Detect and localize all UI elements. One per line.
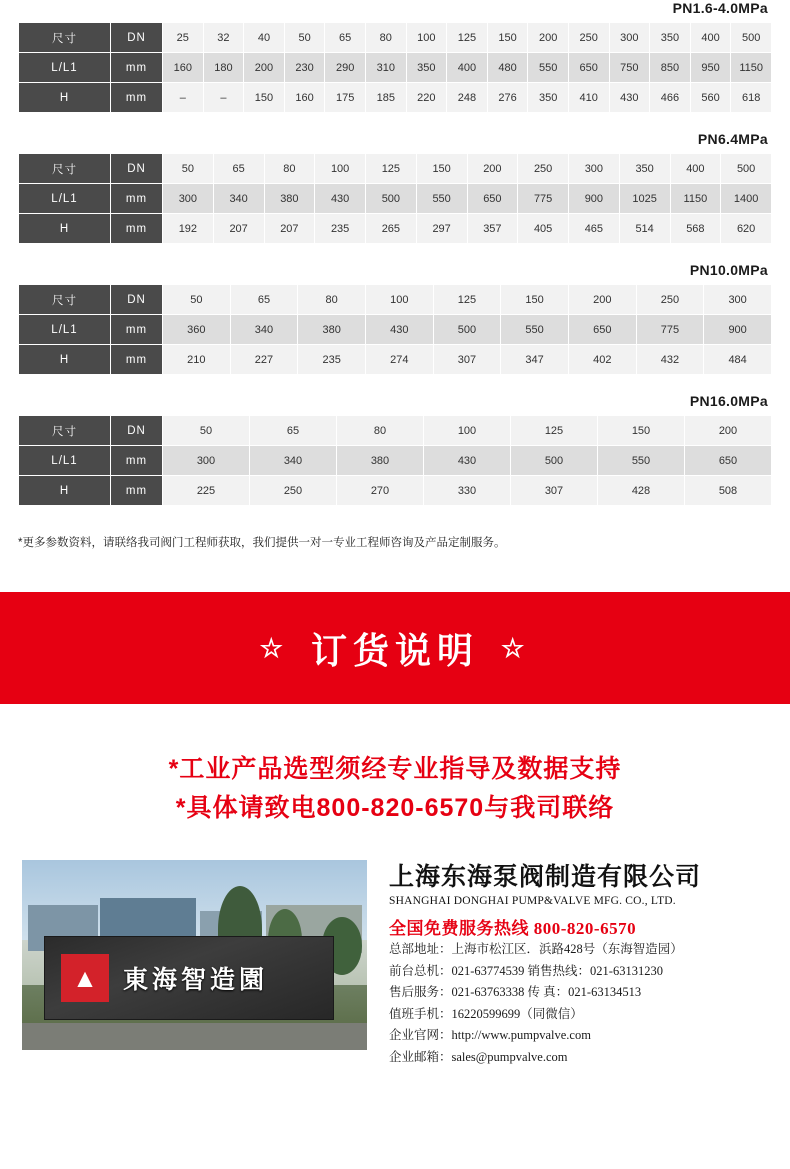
table-cell: 235 (315, 214, 366, 244)
table-cell: 225 (163, 476, 250, 506)
table-cell: 300 (609, 23, 650, 53)
factory-photo (22, 860, 367, 1050)
contact-line-email: 企业邮箱：sales@pumpvalve.com (389, 1049, 568, 1064)
table-cell: 400 (670, 154, 721, 184)
table-cell: 32 (203, 23, 244, 53)
notice-line-1: *工业产品选型须经专业指导及数据支持 (168, 755, 622, 784)
table-cell: 430 (424, 446, 511, 476)
table-cell: 125 (366, 154, 417, 184)
table-cell: 330 (424, 476, 511, 506)
row-label: H (19, 476, 111, 506)
table-cell: 400 (690, 23, 731, 53)
table-cell: 290 (325, 53, 366, 83)
table-cell: 180 (203, 53, 244, 83)
row-unit: mm (111, 446, 163, 476)
table-cell: 65 (230, 285, 298, 315)
table-cell: 357 (467, 214, 518, 244)
company-name-cn: 上海东海泵阀制造有限公司 (389, 863, 702, 891)
table-cell: 650 (685, 446, 772, 476)
table-cell: 185 (365, 83, 406, 113)
table-cell: 500 (721, 154, 772, 184)
table-cell: 210 (163, 345, 231, 375)
table-cell: 410 (568, 83, 609, 113)
table-cell: 248 (447, 83, 488, 113)
table-cell: 160 (163, 53, 204, 83)
contact-line-website: 企业官网：http://www.pumpvalve.com (389, 1028, 591, 1043)
table-cell: 100 (365, 285, 433, 315)
row-label: 尺寸 (19, 23, 111, 53)
table-cell: 150 (416, 154, 467, 184)
table-cell: 340 (213, 184, 264, 214)
table-cell: 508 (685, 476, 772, 506)
table-cell: 430 (365, 315, 433, 345)
table-cell: 300 (704, 285, 772, 315)
spec-block (0, 131, 790, 244)
entrance-sign-text: 東海智造園 (123, 965, 269, 994)
spec-note: *更多参数资料，请联络我司阀门工程师获取，我们提供一对一专业工程师咨询及产品定制服务。 (18, 537, 506, 549)
star-right-icon: ☆ (501, 632, 531, 663)
row-unit: DN (111, 154, 163, 184)
table-cell: 850 (650, 53, 691, 83)
table-cell: 310 (365, 53, 406, 83)
table-cell: 50 (284, 23, 325, 53)
spec-table (18, 22, 772, 113)
table-cell: 100 (315, 154, 366, 184)
table-cell: 125 (511, 416, 598, 446)
table-cell: 230 (284, 53, 325, 83)
spec-table-title: PN1.6-4.0MPa (672, 0, 768, 16)
table-cell: 750 (609, 53, 650, 83)
table-cell: 775 (518, 184, 569, 214)
company-logo-icon: ▲ (61, 954, 109, 1002)
notice-line-2: *具体请致电800-820-6570与我司联络 (175, 794, 615, 823)
row-label: H (19, 345, 111, 375)
table-cell: – (163, 83, 204, 113)
table-row (19, 53, 772, 83)
table-cell: 150 (244, 83, 285, 113)
table-cell: 900 (569, 184, 620, 214)
table-cell: 80 (337, 416, 424, 446)
contact-line-after-sales: 售后服务：021-63763338 传 真：021-63134513 (389, 985, 642, 1000)
table-cell: 550 (528, 53, 569, 83)
table-cell: 50 (163, 416, 250, 446)
spec-table-title: PN6.4MPa (697, 131, 768, 147)
entrance-sign (44, 936, 334, 1020)
table-cell: 125 (433, 285, 501, 315)
row-unit: mm (111, 83, 163, 113)
table-cell: 250 (250, 476, 337, 506)
company-info (389, 860, 768, 1068)
table-cell: 250 (518, 154, 569, 184)
table-row (19, 285, 772, 315)
table-cell: 650 (467, 184, 518, 214)
table-row (19, 446, 772, 476)
table-cell: 200 (568, 285, 636, 315)
table-cell: 432 (636, 345, 704, 375)
row-label: L/L1 (19, 184, 111, 214)
table-cell: 150 (487, 23, 528, 53)
table-cell: 265 (366, 214, 417, 244)
table-cell: 297 (416, 214, 467, 244)
table-cell: 160 (284, 83, 325, 113)
table-cell: 40 (244, 23, 285, 53)
row-label: 尺寸 (19, 416, 111, 446)
table-cell: 480 (487, 53, 528, 83)
contact-line-address: 总部地址：上海市松江区．浜路428号（东海智造园） (389, 942, 683, 957)
table-cell: 125 (447, 23, 488, 53)
table-cell: 50 (163, 285, 231, 315)
table-row (19, 83, 772, 113)
contact-line-front-desk: 前台总机：021-63774539 销售热线：021-63131230 (389, 963, 663, 978)
table-cell: 200 (685, 416, 772, 446)
table-cell: 192 (163, 214, 214, 244)
spec-block (0, 0, 790, 113)
spec-tables-area (0, 0, 790, 506)
table-cell: 227 (230, 345, 298, 375)
row-label: L/L1 (19, 315, 111, 345)
row-label: L/L1 (19, 446, 111, 476)
table-cell: 200 (528, 23, 569, 53)
order-banner-title: 订货说明 (310, 629, 479, 671)
row-label: 尺寸 (19, 154, 111, 184)
table-cell: 80 (264, 154, 315, 184)
row-unit: DN (111, 23, 163, 53)
table-cell: 200 (467, 154, 518, 184)
table-cell: 1150 (731, 53, 772, 83)
table-cell: 405 (518, 214, 569, 244)
table-cell: 150 (501, 285, 569, 315)
table-cell: 620 (721, 214, 772, 244)
table-cell: 900 (704, 315, 772, 345)
road (22, 1023, 367, 1050)
table-row (19, 154, 772, 184)
table-cell: 350 (650, 23, 691, 53)
spec-table (18, 153, 772, 244)
table-cell: 430 (315, 184, 366, 214)
table-row (19, 23, 772, 53)
company-name-en: SHANGHAI DONGHAI PUMP&VALVE MFG. CO., LTD. (389, 895, 676, 908)
table-cell: 100 (424, 416, 511, 446)
table-cell: 1400 (721, 184, 772, 214)
table-cell: 428 (598, 476, 685, 506)
table-cell: 380 (298, 315, 366, 345)
table-cell: 350 (528, 83, 569, 113)
table-cell: 274 (365, 345, 433, 375)
table-cell: 465 (569, 214, 620, 244)
table-cell: 200 (244, 53, 285, 83)
table-cell: 65 (213, 154, 264, 184)
table-row (19, 315, 772, 345)
table-cell: 1025 (619, 184, 670, 214)
table-cell: 207 (213, 214, 264, 244)
table-cell: 618 (731, 83, 772, 113)
row-unit: mm (111, 53, 163, 83)
table-cell: 514 (619, 214, 670, 244)
table-cell: 380 (264, 184, 315, 214)
table-cell: 347 (501, 345, 569, 375)
row-label: H (19, 83, 111, 113)
table-cell: 65 (325, 23, 366, 53)
table-cell: 430 (609, 83, 650, 113)
table-cell: 950 (690, 53, 731, 83)
table-row (19, 345, 772, 375)
table-cell: 25 (163, 23, 204, 53)
row-label: L/L1 (19, 53, 111, 83)
table-cell: 270 (337, 476, 424, 506)
table-cell: 65 (250, 416, 337, 446)
table-row (19, 476, 772, 506)
table-cell: 550 (416, 184, 467, 214)
table-cell: 50 (163, 154, 214, 184)
row-unit: DN (111, 285, 163, 315)
table-cell: 360 (163, 315, 231, 345)
table-cell: 100 (406, 23, 447, 53)
row-unit: mm (111, 345, 163, 375)
table-cell: – (203, 83, 244, 113)
table-cell: 300 (163, 446, 250, 476)
table-cell: 350 (619, 154, 670, 184)
table-cell: 500 (731, 23, 772, 53)
table-row (19, 184, 772, 214)
table-cell: 500 (433, 315, 501, 345)
table-cell: 220 (406, 83, 447, 113)
table-cell: 307 (433, 345, 501, 375)
row-unit: mm (111, 315, 163, 345)
spec-table (18, 284, 772, 375)
row-unit: DN (111, 416, 163, 446)
table-row (19, 416, 772, 446)
row-unit: mm (111, 184, 163, 214)
table-cell: 300 (163, 184, 214, 214)
spec-block (0, 262, 790, 375)
row-label: H (19, 214, 111, 244)
table-cell: 402 (568, 345, 636, 375)
table-cell: 307 (511, 476, 598, 506)
table-cell: 80 (298, 285, 366, 315)
table-cell: 150 (598, 416, 685, 446)
contact-line-mobile: 值班手机：16220599699（同微信） (389, 1006, 583, 1021)
table-cell: 250 (636, 285, 704, 315)
table-cell: 500 (511, 446, 598, 476)
service-hotline: 全国免费服务热线 800-820-6570 (389, 919, 637, 939)
table-cell: 300 (569, 154, 620, 184)
table-cell: 340 (250, 446, 337, 476)
table-cell: 550 (501, 315, 569, 345)
table-cell: 235 (298, 345, 366, 375)
table-cell: 500 (366, 184, 417, 214)
table-cell: 207 (264, 214, 315, 244)
row-unit: mm (111, 214, 163, 244)
table-cell: 175 (325, 83, 366, 113)
table-cell: 340 (230, 315, 298, 345)
notice-block (0, 704, 790, 846)
table-cell: 650 (568, 53, 609, 83)
table-cell: 560 (690, 83, 731, 113)
table-cell: 380 (337, 446, 424, 476)
table-cell: 80 (365, 23, 406, 53)
table-cell: 1150 (670, 184, 721, 214)
table-cell: 250 (568, 23, 609, 53)
table-cell: 466 (650, 83, 691, 113)
table-cell: 350 (406, 53, 447, 83)
table-cell: 484 (704, 345, 772, 375)
table-cell: 276 (487, 83, 528, 113)
table-cell: 650 (568, 315, 636, 345)
spec-block (0, 393, 790, 506)
table-cell: 568 (670, 214, 721, 244)
table-cell: 775 (636, 315, 704, 345)
spec-table-title: PN10.0MPa (689, 262, 768, 278)
table-row (19, 214, 772, 244)
order-instructions-banner (0, 592, 790, 704)
table-cell: 400 (447, 53, 488, 83)
spec-table (18, 415, 772, 506)
footer (0, 846, 790, 1092)
table-cell: 550 (598, 446, 685, 476)
row-unit: mm (111, 476, 163, 506)
spec-table-title: PN16.0MPa (689, 393, 768, 409)
star-left-icon: ☆ (259, 632, 289, 663)
row-label: 尺寸 (19, 285, 111, 315)
